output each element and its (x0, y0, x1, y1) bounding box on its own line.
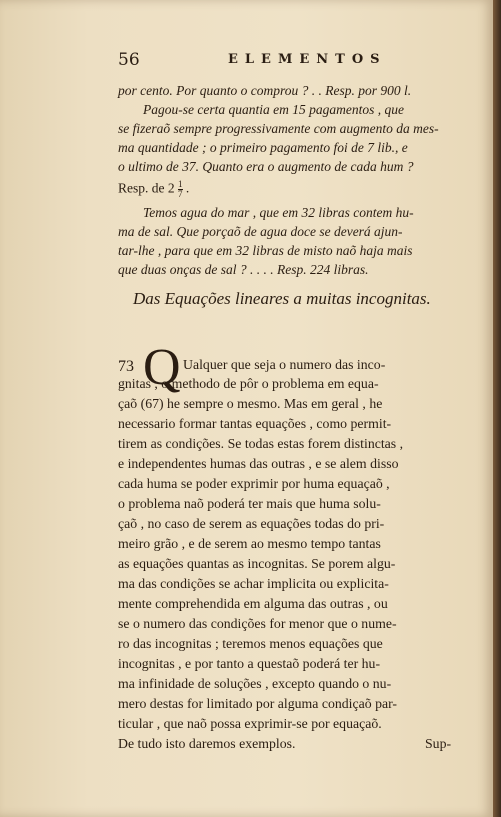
section-heading: Das Equações lineares a muitas incognitas. (133, 289, 431, 308)
problem-line: o ultimo de 37. Quanto era o augmento de cada hum ? (118, 159, 414, 174)
problem-line: que duas onças de sal ? . . . . Resp. 224 libras. (118, 262, 369, 277)
fraction-denominator: 7 (178, 189, 183, 199)
body-line: ro das incognitas ; teremos menos equações que (118, 636, 383, 651)
body-line: ticular , que naõ possa exprimir-se por equaçaõ. (118, 716, 382, 731)
paragraph-number: 73 (118, 358, 134, 375)
page-header (118, 50, 458, 74)
body-line: çaõ , no caso de serem as equações todas do pri- (118, 516, 385, 531)
body-line: Ualquer que seja o numero das inco- (183, 357, 386, 372)
fraction-numerator: 1 (178, 179, 183, 189)
body-line: ma das condições se achar implicita ou explicita- (118, 576, 389, 591)
problem-line: se fizeraõ sempre progressivamente com augmento da mes- (118, 121, 439, 136)
problem-line: ma de sal. Que porçaõ de agua doce se deverá ajun- (118, 224, 403, 239)
body-line: tirem as condições. Se todas estas forem distinctas , (118, 436, 404, 451)
fraction (178, 180, 183, 199)
body-line: incognitas , e por tanto a questaõ poderá ter hu- (118, 656, 381, 671)
body-line: se o numero das condições for menor que o nume- (118, 616, 397, 631)
body-line: e independentes humas das outras , e se alem disso (118, 456, 399, 471)
body-line: gnitas , o methodo de pôr o problema em equa- (118, 376, 379, 391)
body-line: as equações quantas as incognitas. Se porem algu- (118, 556, 396, 571)
body-line: o problema naõ poderá ter mais que huma solu- (118, 496, 381, 511)
body-line: mente comprehendida em alguma das outras , ou (118, 596, 388, 611)
body-line: meiro grão , e de serem ao mesmo tempo tantas (118, 536, 381, 551)
drop-cap: Q (143, 339, 181, 396)
body-line: De tudo isto daremos exemplos. (118, 736, 296, 751)
problem-line: tar-lhe , para que em 32 libras de misto naõ haja mais (118, 243, 413, 258)
body-line: mero destas for limitado por alguma condiçaõ par- (118, 696, 398, 711)
catchword: Sup- (425, 736, 452, 751)
answer-line: Resp. de 2 $\frac{1}{7}$ . (118, 179, 190, 199)
page-number: 56 (118, 50, 140, 70)
problem-line: Temos agua do mar , que em 32 libras contem hu- (143, 205, 414, 220)
problem-line: Pagou-se certa quantia em 15 pagamentos , que (143, 102, 404, 117)
problem-line: por cento. Por quanto o comprou ? . . Resp. por 900 l. (118, 83, 412, 98)
body-line: cada huma se poder exprimir por huma equaçaõ , (118, 476, 390, 491)
answer-text: Resp. de 2 (118, 180, 175, 196)
page-edge (493, 0, 501, 817)
running-title: ELEMENTOS (228, 52, 387, 67)
body-line: çaõ (67) he sempre o mesmo. Mas em geral , he (118, 396, 383, 411)
problem-line: ma quantidade ; o primeiro pagamento foi de 7 lib., e (118, 140, 408, 155)
body-line: ma infinidade de soluções , excepto quando o nu- (118, 676, 392, 691)
body-line: necessario formar tantas equações , como permit- (118, 416, 392, 431)
